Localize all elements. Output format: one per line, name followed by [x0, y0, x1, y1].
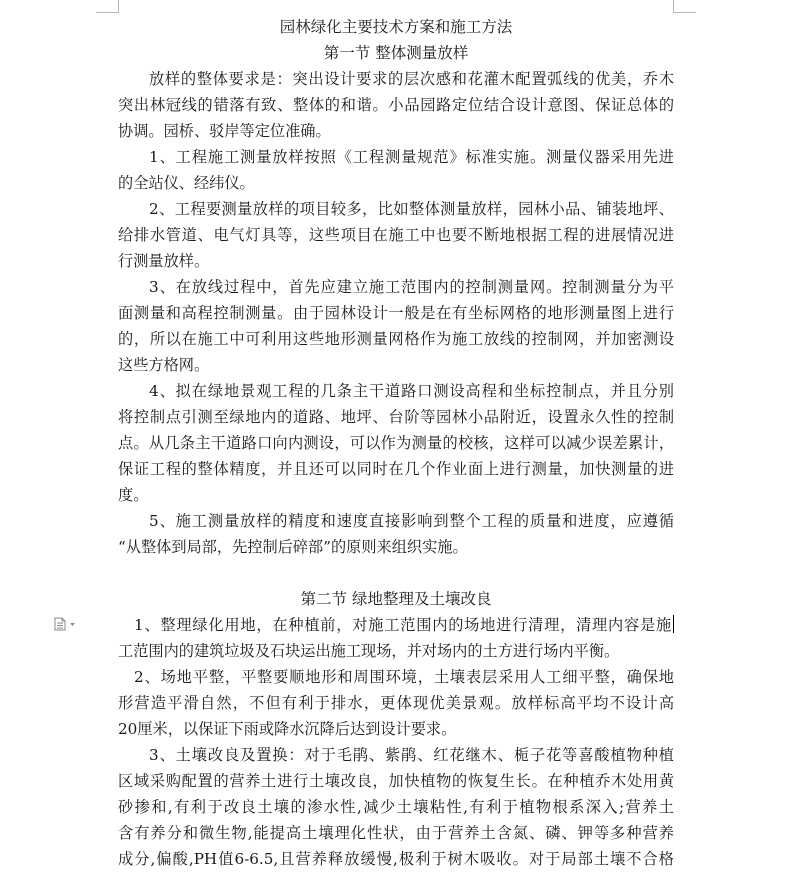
paragraph-line: 区域采购配置的营养土进行土壤改良，加快植物的恢复生长。在种植乔木处用黄 [118, 772, 674, 790]
paragraph-line: 行测量放样。 [118, 252, 210, 270]
paragraph-line: 突出林冠线的错落有致、整体的和谐。小品园路定位结合设计意图、保证总体的 [118, 96, 674, 114]
paragraph-line: 2、工程要测量放样的项目较多，比如整体测量放样，园林小品、铺装地坪、 [149, 200, 674, 218]
paragraph-line: 度。 [118, 486, 149, 504]
section-2-heading: 第二节 绿地整理及土壤改良 [300, 590, 492, 608]
page-corner-mark-top-left [96, 0, 119, 13]
paragraph-line: 这些方格网。 [118, 356, 210, 374]
paragraph-line: 20厘米，以保证下雨或降水沉降后达到设计要求。 [118, 720, 457, 738]
paragraph-line: 1、工程施工测量放样按照《工程测量规范》标准实施。测量仪器采用先进 [149, 148, 674, 166]
paragraph-line: 面测量和高程控制测量。由于园林设计一般是在有坐标网格的地形测量图上进行 [118, 304, 674, 322]
paragraph-line-with-cursor [118, 612, 674, 638]
document-body[interactable] [118, 14, 674, 872]
paragraph-line: 放样的整体要求是：突出设计要求的层次感和花灌木配置弧线的优美，乔木 [149, 70, 674, 88]
paragraph-line: 将控制点引测至绿地内的道路、地坪、台阶等园林小品附近，设置永久性的控制 [118, 408, 674, 426]
paragraph-line: 的全站仪、经纬仪。 [118, 174, 255, 192]
paragraph-line: “从整体到局部，先控制后碎部”的原则来组织实施。 [118, 538, 468, 556]
paragraph-line: 协调。园桥、驳岸等定位准确。 [118, 122, 331, 140]
paragraph-line: 保证工程的整体精度，并且还可以同时在几个作业面上进行测量，加快测量的进 [118, 460, 674, 478]
paragraph-line: 5、施工测量放样的精度和速度直接影响到整个工程的质量和进度，应遵循 [149, 512, 674, 530]
blank-line [118, 560, 674, 586]
paragraph-line: 3、土壤改良及置换：对于毛鹃、紫鹃、红花继木、栀子花等喜酸植物种植 [149, 746, 674, 764]
paragraph-line: 3、在放线过程中，首先应建立施工范围内的控制测量网。控制测量分为平 [149, 278, 674, 296]
section-1-heading: 第一节 整体测量放样 [323, 44, 469, 62]
text-cursor [673, 615, 674, 633]
paragraph-line: 含有养分和微生物,能提高土壤理化性状，由于营养土含氮、磷、钾等多种营养 [118, 824, 674, 842]
document-title: 园林绿化主要技术方案和施工方法 [279, 18, 513, 36]
paragraph-line-text: 1、整理绿化用地，在种植前，对施工范围内的场地进行清理，清理内容是施 [134, 616, 672, 634]
paragraph-line: 形营造平滑自然，不但有利于排水，更体现优美景观。放样标高平均不设计高 [118, 694, 674, 712]
paste-options-icon[interactable] [54, 616, 78, 630]
paragraph-line: 工范围内的建筑垃圾及石块运出施工现场，并对场内的土方进行场内平衡。 [118, 642, 620, 660]
paragraph-line: 点。从几条主干道路口向内测设，可以作为测量的校核，这样可以减少误差累计， [118, 434, 674, 452]
page-corner-mark-top-right [673, 0, 696, 13]
paragraph-line: 的，所以在施工中可利用这些地形测量网格作为施工放线的控制网，并加密测设 [118, 330, 674, 348]
paragraph-line: 给排水管道、电气灯具等，这些项目在施工中也要不断地根据工程的进展情况进 [118, 226, 674, 244]
paragraph-line: 2、场地平整，平整要顺地形和周围环境，土壤表层采用人工细平整，确保地 [134, 668, 674, 686]
paragraph-line: 砂掺和,有利于改良土壤的渗水性,减少土壤粘性,有利于植物根系深入;营养土 [118, 798, 674, 816]
paragraph-line: 4、拟在绿地景观工程的几条主干道路口测设高程和坐标控制点，并且分别 [149, 382, 674, 400]
paragraph-line: 成分,偏酸,PH值6-6.5,且营养释放缓慢,极利于树木吸收。对于局部土壤不合格 [118, 850, 674, 868]
